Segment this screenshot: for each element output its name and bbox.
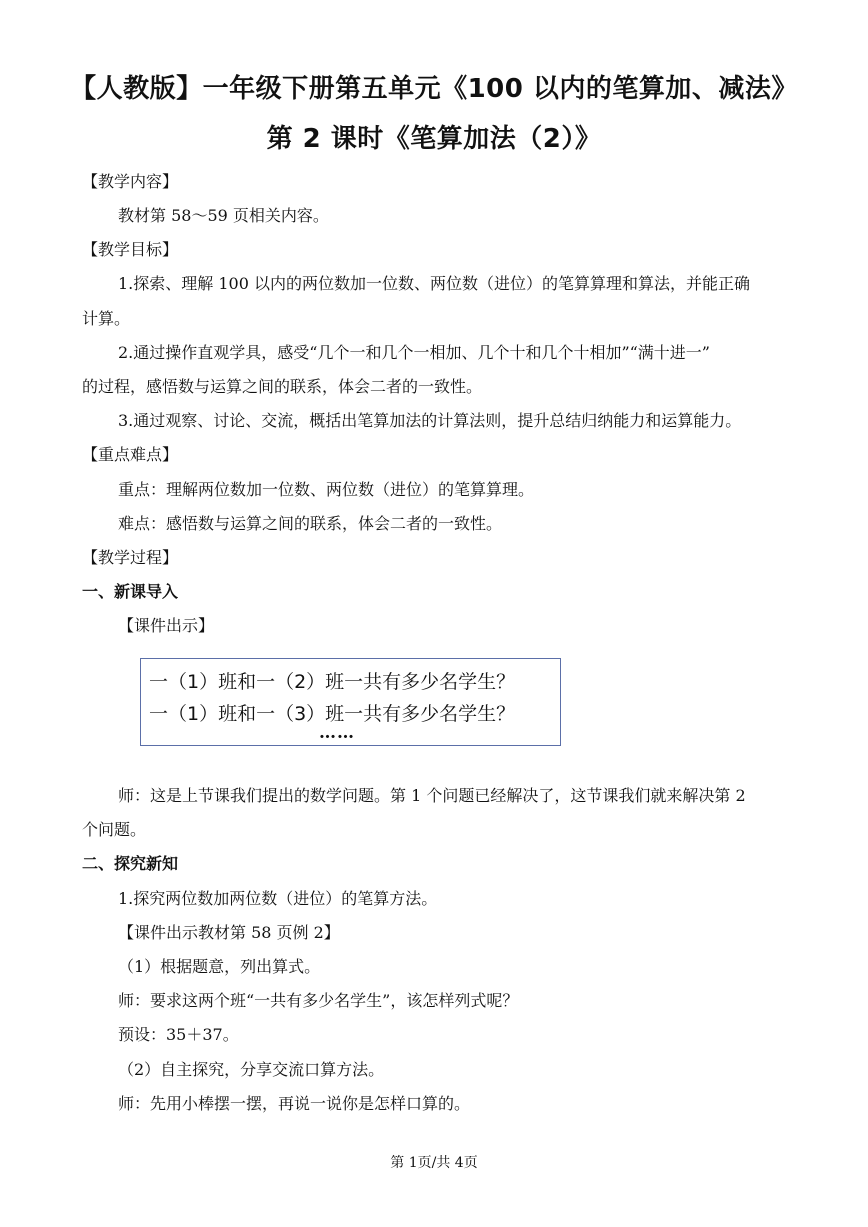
text-line: 【重点难点】 [82, 445, 179, 464]
text-line: 的过程，感悟数与运算之间的联系，体会二者的一致性。 [82, 377, 483, 396]
text-line: 1.探索、理解 100 以内的两位数加一位数、两位数（进位）的笔算算理和算法，并能正确 [118, 274, 750, 293]
text-line: 计算。 [82, 309, 131, 328]
text-line: （1）根据题意，列出算式。 [118, 957, 321, 976]
text-line: 教材第 58～59 页相关内容。 [118, 206, 329, 225]
text-line: 预设：35＋37。 [118, 1025, 239, 1044]
slide-box [140, 658, 561, 746]
page-footer: 第 1页/共 4页 [390, 1155, 478, 1171]
text-line: 重点：理解两位数加一位数、两位数（进位）的笔算算理。 [118, 480, 535, 499]
page-title-line2: 第 2 课时《笔算加法（2）》 [266, 124, 602, 154]
page-title-line1: 【人教版】一年级下册第五单元《100 以内的笔算加、减法》 [70, 74, 798, 104]
text-line: 个问题。 [82, 820, 147, 839]
text-line: 2.通过操作直观学具，感受“几个一和几个一相加、几个十和几个十相加”“满十进一” [118, 343, 710, 362]
text-line: 【教学目标】 [82, 240, 179, 259]
text-line: 【教学过程】 [82, 548, 179, 567]
text-line: 师：要求这两个班“一共有多少名学生”，该怎样列式呢？ [118, 991, 519, 1010]
slide-ellipsis: …… [319, 723, 355, 743]
section-heading: 一、新课导入 [82, 582, 179, 601]
text-line: 1.探究两位数加两位数（进位）的笔算方法。 [118, 889, 438, 908]
text-line: 【课件出示教材第 58 页例 2】 [118, 923, 340, 942]
text-line: 【课件出示】 [118, 616, 215, 635]
text-line: 师：这是上节课我们提出的数学问题。第 1 个问题已经解决了，这节课我们就来解决第 2 [118, 786, 746, 805]
section-heading: 二、探究新知 [82, 854, 179, 873]
text-line: （2）自主探究，分享交流口算方法。 [118, 1060, 385, 1079]
text-line: 难点：感悟数与运算之间的联系，体会二者的一致性。 [118, 514, 503, 533]
text-line: 3.通过观察、讨论、交流，概括出笔算加法的计算法则，提升总结归纳能力和运算能力。 [118, 411, 742, 430]
slide-question-1: 一（1）班和一（2）班一共有多少名学生？ [149, 671, 516, 693]
text-line: 师：先用小棒摆一摆，再说一说你是怎样口算的。 [118, 1094, 471, 1113]
text-line: 【教学内容】 [82, 172, 179, 191]
slide-question-2: 一（1）班和一（3）班一共有多少名学生？ [149, 703, 516, 725]
